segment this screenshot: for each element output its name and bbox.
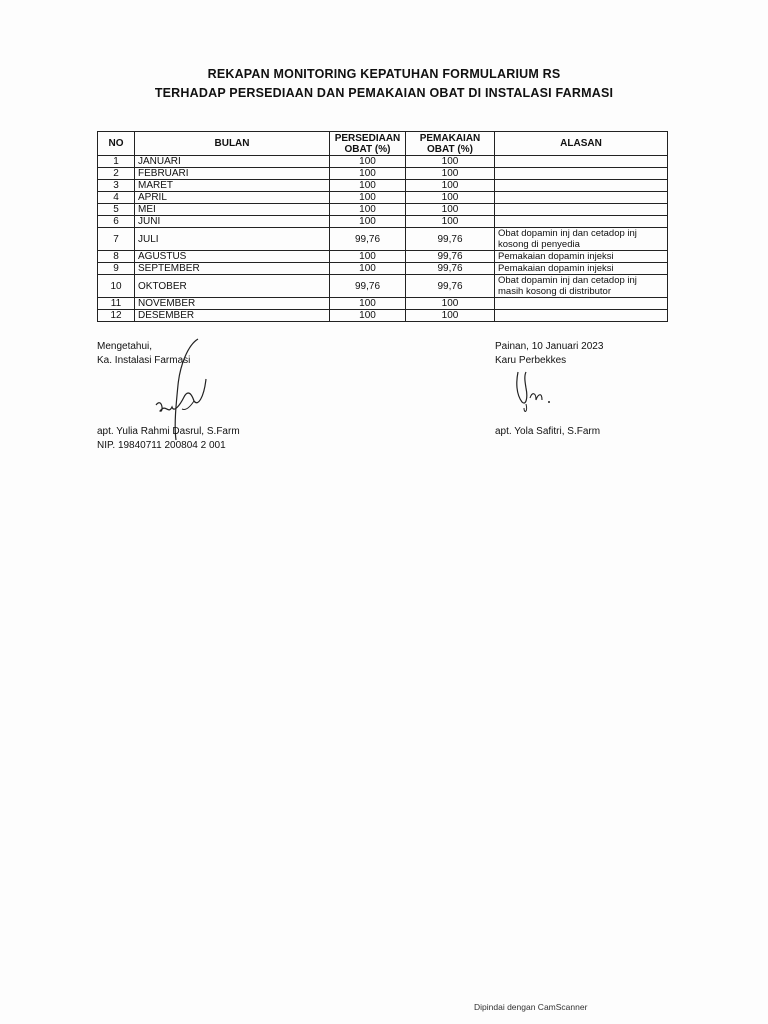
cell-bulan: JUNI (135, 216, 330, 228)
table-row (98, 298, 668, 310)
cell-no: 4 (98, 192, 135, 204)
cell-bulan: DESEMBER (135, 310, 330, 322)
header-persediaan-line1: PERSEDIAAN (334, 132, 401, 144)
cell-pemakaian: 100 (406, 156, 495, 168)
cell-pemakaian: 100 (406, 168, 495, 180)
cell-pemakaian: 100 (406, 204, 495, 216)
cell-alasan (495, 156, 668, 168)
cell-pemakaian: 99,76 (406, 275, 495, 298)
cell-alasan (495, 192, 668, 204)
cell-pemakaian: 100 (406, 298, 495, 310)
signature-right-name: apt. Yola Safitri, S.Farm (495, 426, 601, 437)
cell-bulan: APRIL (135, 192, 330, 204)
table-row (98, 310, 668, 322)
header-pemakaian-line2: OBAT (%) (427, 143, 473, 155)
cell-no: 3 (98, 180, 135, 192)
cell-pemakaian: 100 (406, 216, 495, 228)
table-header-row (98, 132, 668, 156)
cell-no: 6 (98, 216, 135, 228)
table-row (98, 228, 668, 251)
cell-alasan-line2: kosong di penyedia (498, 239, 580, 250)
cell-persediaan: 100 (330, 168, 406, 180)
signature-right-line1: Painan, 10 Januari 2023 (495, 341, 604, 352)
table-row (98, 216, 668, 228)
cell-persediaan: 100 (330, 180, 406, 192)
cell-no: 1 (98, 156, 135, 168)
cell-alasan-line1: Obat dopamin inj dan cetadop inj (498, 228, 637, 239)
cell-no: 8 (98, 251, 135, 263)
cell-alasan (495, 216, 668, 228)
cell-bulan: OKTOBER (135, 275, 330, 298)
signature-left-line2: Ka. Instalasi Farmasi (97, 355, 191, 366)
table-row (98, 204, 668, 216)
cell-bulan: MEI (135, 204, 330, 216)
cell-no: 9 (98, 263, 135, 275)
cell-alasan (495, 251, 668, 263)
signature-right-icon (508, 368, 568, 418)
cell-persediaan: 100 (330, 192, 406, 204)
cell-bulan: JANUARI (135, 156, 330, 168)
cell-pemakaian: 99,76 (406, 228, 495, 251)
cell-persediaan: 100 (330, 251, 406, 263)
document-title-line2: TERHADAP PERSEDIAAN DAN PEMAKAIAN OBAT DI INSTALASI FARMASI (154, 86, 614, 100)
cell-alasan (495, 263, 668, 275)
cell-bulan: NOVEMBER (135, 298, 330, 310)
cell-alasan (495, 310, 668, 322)
cell-bulan: SEPTEMBER (135, 263, 330, 275)
signature-right-line2: Karu Perbekkes (495, 355, 567, 366)
table-row (98, 251, 668, 263)
cell-pemakaian: 100 (406, 192, 495, 204)
signature-left-name: apt. Yulia Rahmi Dasrul, S.Farm (97, 426, 240, 437)
table-row (98, 263, 668, 275)
cell-persediaan: 100 (330, 204, 406, 216)
cell-alasan (495, 228, 668, 251)
cell-alasan-line1: Pemakaian dopamin injeksi (498, 263, 614, 274)
cell-persediaan: 100 (330, 310, 406, 322)
signature-right-footer (495, 425, 600, 439)
cell-no: 5 (98, 204, 135, 216)
cell-no: 10 (98, 275, 135, 298)
table-row (98, 275, 668, 298)
cell-bulan: AGUSTUS (135, 251, 330, 263)
signature-left-line1: Mengetahui, (97, 341, 153, 352)
rekap-table (97, 131, 668, 322)
header-pemakaian-line1: PEMAKAIAN (419, 132, 481, 144)
cell-alasan (495, 180, 668, 192)
cell-pemakaian: 99,76 (406, 251, 495, 263)
cell-bulan: MARET (135, 180, 330, 192)
document-title-line1: REKAPAN MONITORING KEPATUHAN FORMULARIUM RS (207, 67, 561, 81)
header-pemakaian (406, 132, 495, 156)
cell-pemakaian: 100 (406, 180, 495, 192)
cell-no: 11 (98, 298, 135, 310)
table-row (98, 180, 668, 192)
cell-alasan-line1: Pemakaian dopamin injeksi (498, 251, 614, 262)
table-row (98, 192, 668, 204)
cell-bulan: FEBRUARI (135, 168, 330, 180)
cell-bulan: JULI (135, 228, 330, 251)
scanner-footer: Dipindai dengan CamScanner (474, 1002, 588, 1012)
header-no: NO (98, 132, 135, 156)
table-row (98, 156, 668, 168)
cell-no: 7 (98, 228, 135, 251)
cell-persediaan: 99,76 (330, 275, 406, 298)
cell-no: 12 (98, 310, 135, 322)
header-persediaan-line2: OBAT (%) (344, 143, 391, 155)
signature-right-heading (495, 340, 603, 368)
header-persediaan (330, 132, 406, 156)
cell-no: 2 (98, 168, 135, 180)
cell-alasan (495, 204, 668, 216)
cell-persediaan: 100 (330, 156, 406, 168)
cell-alasan (495, 168, 668, 180)
cell-persediaan: 100 (330, 298, 406, 310)
cell-persediaan: 100 (330, 263, 406, 275)
signature-left-footer (97, 425, 240, 453)
cell-alasan-line1: Obat dopamin inj dan cetadop inj (498, 275, 637, 286)
cell-pemakaian: 100 (406, 310, 495, 322)
cell-persediaan: 100 (330, 216, 406, 228)
cell-alasan (495, 275, 668, 298)
cell-alasan-line2: masih kosong di distributor (498, 286, 611, 297)
table-row (98, 168, 668, 180)
cell-alasan (495, 298, 668, 310)
header-bulan: BULAN (135, 132, 330, 156)
signature-left-nip: NIP. 19840711 200804 2 001 (97, 440, 226, 451)
cell-persediaan: 99,76 (330, 228, 406, 251)
header-alasan: ALASAN (495, 132, 668, 156)
cell-pemakaian: 99,76 (406, 263, 495, 275)
